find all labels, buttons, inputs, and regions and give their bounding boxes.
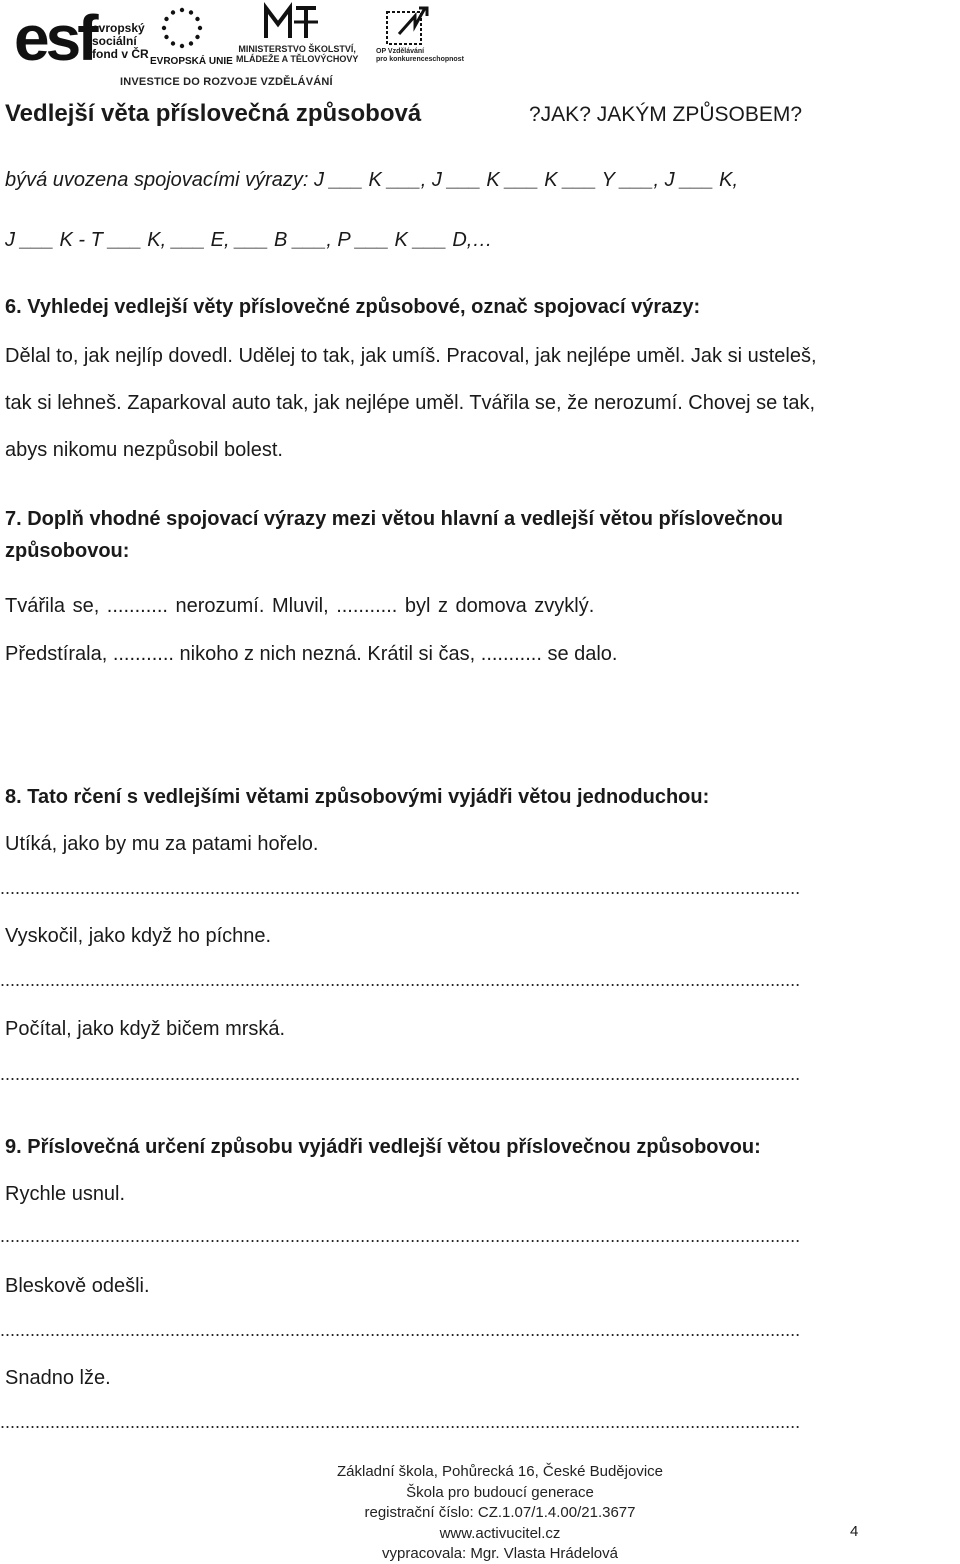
exercise-7-line: Tvářila se, ........... nerozumí. Mluvil, ........... byl z domova zvyklý. [5,595,595,617]
page-number: 4 [850,1523,859,1540]
answer-line[interactable]: ................................................................................................................................................................ [0,1320,801,1340]
exercise-9-heading: 9. Příslovečná určení způsobu vyjádři vedlejší větou příslovečnou způsobovou: [5,1136,761,1158]
footer-project: Škola pro budoucí generace [406,1484,594,1501]
answer-line[interactable]: ................................................................................................................................................................ [0,878,801,898]
answer-line[interactable]: ................................................................................................................................................................ [0,1064,801,1084]
msmt-label: MINISTERSTVO ŠKOLSTVÍ, MLÁDEŽE A TĚLOVÝCHOVY [236,44,359,64]
page-title: Vedlejší věta příslovečná způsobová [5,100,422,127]
exercise-6-line: Dělal to, jak nejlíp dovedl. Udělej to tak, jak umíš. Pracoval, jak nejlépe uměl. Jak si usteleš, [5,345,817,367]
esf-logo: esf [14,2,95,74]
exercise-6-heading: 6. Vyhledej vedlejší věty příslovečné způsobové, označ spojovací výrazy: [5,296,701,318]
footer-school: Základní škola, Pohůrecká 16, České Budějovice [336,1463,663,1480]
footer-website[interactable]: www.activucitel.cz [439,1525,561,1542]
exercise-8-heading: 8. Tato rčení s vedlejšími větami způsobovými vyjádři větou jednoduchou: [5,786,710,808]
header-logos [0,0,470,92]
footer-registration: registrační číslo: CZ.1.07/1.4.00/21.3677 [364,1504,636,1521]
exercise-8-item: Utíká, jako by mu za patami hořelo. [5,833,319,855]
eu-label: EVROPSKÁ UNIE [150,56,233,67]
answer-line[interactable]: ................................................................................................................................................................ [0,1412,801,1432]
exercise-6-line: abys nikomu nezpůsobil bolest. [5,439,283,461]
exercise-9-item: Snadno lže. [5,1367,111,1389]
footer-author: vypracovala: Mgr. Vlasta Hrádelová [382,1545,618,1562]
answer-line[interactable]: ................................................................................................................................................................ [0,970,801,990]
msmt-logo [262,2,322,49]
op-logo-icon [385,4,437,46]
exercise-7-heading-cont: způsobovou: [5,540,130,562]
esf-logo-text: evropský sociální fond v ČR [92,21,149,61]
exercise-9-item: Bleskově odešli. [5,1275,150,1297]
exercise-9-item: Rychle usnul. [5,1183,126,1205]
exercise-7-heading: 7. Doplň vhodné spojovací výrazy mezi větou hlavní a vedlejší větou příslovečnou [5,508,784,530]
intro-line-2: J ___ K - T ___ K, ___ E, ___ B ___, P ___ K ___ D,… [5,229,493,251]
op-label: OP Vzdělávání pro konkurenceschopnost [376,48,464,63]
exercise-7-line: Předstírala, ........... nikoho z nich nezná. Krátil si čas, ........... se dalo. [5,643,618,665]
answer-line[interactable]: ................................................................................................................................................................ [0,1226,801,1246]
intro-line-1: bývá uvozena spojovacími výrazy: J ___ K ___, J ___ K ___ K ___ Y ___, J ___ K, [5,169,739,191]
investice-banner: INVESTICE DO ROZVOJE VZDĚLÁVÁNÍ [120,76,333,88]
eu-flag-icon [152,4,212,54]
exercise-6-line: tak si lehneš. Zaparkoval auto tak, jak nejlépe uměl. Tvářila se, že nerozumí. Chovej se tak, [5,392,816,414]
exercise-8-item: Počítal, jako když bičem mrská. [5,1018,286,1040]
title-question: ?JAK? JAKÝM ZPŮSOBEM? [529,103,803,126]
exercise-8-item: Vyskočil, jako když ho píchne. [5,925,272,947]
